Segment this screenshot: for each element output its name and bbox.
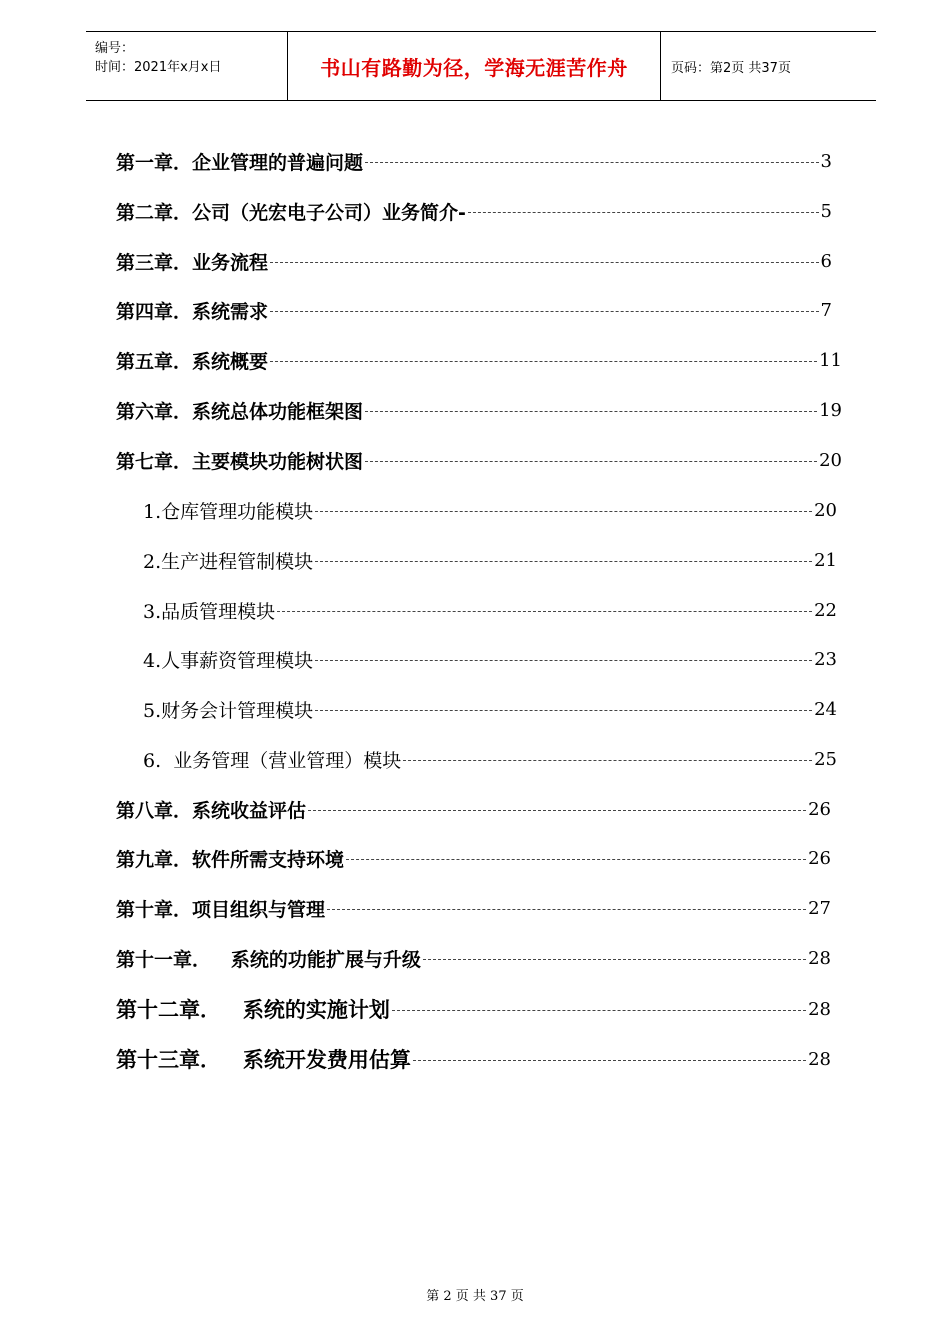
toc-subentry[interactable] (143, 496, 837, 524)
toc-leader (277, 611, 812, 612)
toc-entry[interactable] (116, 995, 831, 1023)
toc-entry-title: 第四章．系统需求 (116, 300, 269, 323)
toc-leader (468, 212, 819, 213)
toc-entry-title: 6. 业务管理（营业管理）模块 (143, 749, 402, 772)
toc-entry[interactable] (116, 147, 832, 175)
toc-entry-page: 22 (814, 599, 837, 621)
document-date: 时间：2021年x月x日 (95, 60, 222, 75)
toc-entry[interactable] (116, 844, 831, 872)
toc-leader (413, 1060, 806, 1061)
toc-entry-title: 4.人事薪资管理模块 (143, 649, 314, 672)
toc-leader (270, 361, 817, 362)
toc-leader (365, 461, 817, 462)
toc-entry-page: 24 (814, 698, 837, 720)
toc-entry-title: 第九章．软件所需支持环境 (116, 848, 345, 871)
document-number-label: 编号： (95, 41, 135, 56)
toc-subentry[interactable] (143, 596, 837, 624)
toc-entry-page: 7 (820, 299, 832, 321)
toc-entry-title: 第八章．系统收益评估 (116, 799, 307, 822)
toc-entry-page: 26 (808, 847, 831, 869)
toc-entry[interactable] (116, 795, 831, 823)
toc-entry[interactable] (116, 296, 832, 324)
toc-entry-page: 27 (808, 897, 831, 919)
toc-entry-title: 第十二章． 系统的实施计划 (116, 998, 390, 1022)
toc-leader (308, 810, 806, 811)
toc-entry-title: 第三章．业务流程 (116, 251, 269, 274)
toc-entry-title: 第五章．系统概要 (116, 350, 269, 373)
toc-entry-page: 26 (808, 798, 831, 820)
toc-leader (392, 1010, 806, 1011)
toc-entry-page: 21 (814, 549, 837, 571)
toc-entry-page: 25 (814, 748, 837, 770)
toc-entry-page: 20 (819, 449, 842, 471)
toc-entry[interactable] (116, 1045, 831, 1073)
toc-leader (270, 311, 819, 312)
toc-leader (365, 162, 819, 163)
toc-entry-page: 28 (808, 947, 831, 969)
toc-entry-page: 3 (820, 150, 832, 172)
toc-entry-page: 28 (808, 1048, 831, 1070)
toc-entry-title: 第六章．系统总体功能框架图 (116, 400, 364, 423)
toc-leader (346, 859, 806, 860)
toc-entry-title: 2.生产进程管制模块 (143, 550, 314, 573)
toc-entry[interactable] (116, 197, 832, 225)
toc-entry-title: 第一章．企业管理的普遍问题 (116, 151, 364, 174)
toc-entry-title: 第二章．公司（光宏电子公司）业务简介- (116, 201, 466, 224)
toc-leader (315, 710, 812, 711)
toc-entry-title: 1.仓库管理功能模块 (143, 500, 314, 523)
toc-entry-title: 第十一章． 系统的功能扩展与升级 (116, 948, 421, 971)
toc-entry-page: 5 (820, 200, 832, 222)
header-page-info: 页码：第2页 共37页 (671, 60, 791, 76)
toc-entry-page: 6 (820, 250, 832, 272)
toc-subentry[interactable] (143, 546, 837, 574)
toc-leader (403, 760, 812, 761)
toc-entry[interactable] (116, 894, 831, 922)
toc-entry[interactable] (116, 346, 842, 374)
toc-entry-title: 第十三章． 系统开发费用估算 (116, 1048, 411, 1072)
page-footer: 第 2 页 共 37 页 (426, 1289, 524, 1304)
toc-entry[interactable] (116, 247, 832, 275)
toc-leader (315, 511, 812, 512)
toc-entry-page: 20 (814, 499, 837, 521)
toc-entry-title: 3.品质管理模块 (143, 600, 276, 623)
toc-subentry[interactable] (143, 745, 837, 773)
toc-leader (315, 561, 812, 562)
toc-leader (327, 909, 806, 910)
toc-subentry[interactable] (143, 695, 837, 723)
toc-entry[interactable] (116, 396, 842, 424)
toc-leader (423, 959, 806, 960)
toc-entry-page: 28 (808, 998, 831, 1020)
toc-entry-page: 11 (819, 349, 842, 371)
toc-entry-title: 第七章．主要模块功能树状图 (116, 450, 364, 473)
toc-entry-title: 5.财务会计管理模块 (143, 699, 314, 722)
toc-subentry[interactable] (143, 645, 837, 673)
toc-entry-title: 第十章．项目组织与管理 (116, 898, 326, 921)
toc-entry[interactable] (116, 944, 831, 972)
toc-entry[interactable] (116, 446, 842, 474)
toc-leader (365, 411, 817, 412)
toc-entry-page: 23 (814, 648, 837, 670)
toc-leader (315, 660, 812, 661)
header-motto: 书山有路勤为径，学海无涯苦作舟 (320, 55, 628, 80)
toc-leader (270, 262, 819, 263)
toc-entry-page: 19 (819, 399, 842, 421)
